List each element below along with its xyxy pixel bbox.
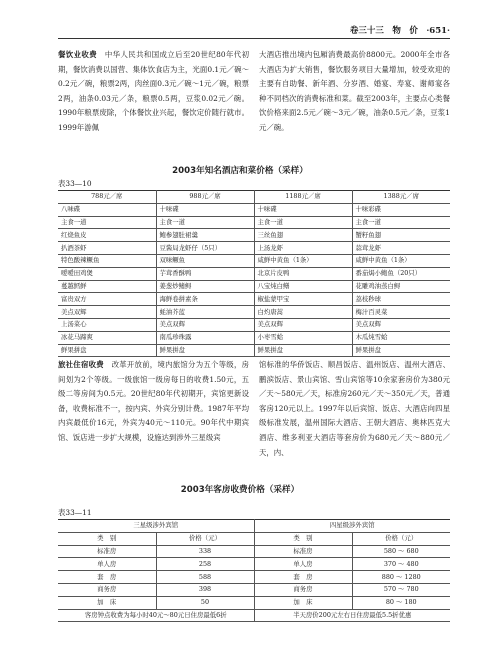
table-cell: 398 xyxy=(156,583,254,596)
table-cell: 美点双辉 xyxy=(58,306,156,319)
paragraph-lead: 餐饮业收费 xyxy=(58,50,98,59)
header-cell: 788元／席 xyxy=(58,191,156,204)
table-cell: 370 ～ 480 xyxy=(352,558,450,571)
paragraph xyxy=(58,48,249,136)
paragraph xyxy=(259,358,450,460)
table-row xyxy=(58,344,450,357)
table-cell: 套 房 xyxy=(254,571,352,584)
table-cell: 蚝油芥蓝 xyxy=(156,306,254,319)
table-cell: 八味碟 xyxy=(58,203,156,216)
table-header-row xyxy=(58,532,450,545)
text-column-left xyxy=(58,358,249,450)
table-cell: 上汤龙虾 xyxy=(254,242,352,255)
table-cell: 花雕鸡油蒸白鲟 xyxy=(352,280,450,293)
table-cell: 美点双辉 xyxy=(254,318,352,331)
table-row xyxy=(58,583,450,596)
table-cell: 番茄焗小鲍鱼（20只） xyxy=(352,267,450,280)
table-group-header-row xyxy=(58,520,450,533)
paragraph-text: 中华人民共和国成立后至20世纪80年代初期，餐饮消费以国营、集体饮食店为主，光面0.1元／碗～0.2元／碗，粮票2两，肉丝面0.3元／碗～1元／碗，粮票2两，油条0.03元／条，粮票0.5两，豆浆0.02元／碗。1990年粮票废除，个体餐饮业兴起，餐饮定价随行就市。1999年游佩 xyxy=(58,50,249,132)
table-cell: 十味碟 xyxy=(254,203,352,216)
table-cell: 258 xyxy=(156,558,254,571)
table-cell: 芋茸香酥鸭 xyxy=(156,267,254,280)
table-cell: 红烧鱼皮 xyxy=(58,229,156,242)
paragraph-text: 改革开放前，境内旅馆分为五个等级，房间划为2个等级。一级旅馆一级房每日的收费1.50元，五级二等房间为0.5元。20世纪80年代初期开，宾馆更新设备，收费标准不一，按内宾、外宾分别计费。1987年平均内宾最低价16元，外宾为40元～110元。90年代中期宾馆、饭店进一步扩大规模，设施达到涉外三星级宾 xyxy=(58,360,249,442)
table-row xyxy=(58,545,450,558)
table-cell: 咸鲜中黄鱼（1条） xyxy=(352,254,450,267)
table-title: 2003年客房收费价格（采样） xyxy=(180,485,300,495)
table-cell: 880 ～ 1280 xyxy=(352,571,450,584)
table-row xyxy=(58,229,450,242)
table-number: 表33—11 xyxy=(58,508,92,517)
table-number: 表33—10 xyxy=(58,179,92,188)
table-title: 2003年知名酒店和菜价格（采样） xyxy=(172,166,308,176)
section-food-text xyxy=(58,48,450,140)
table-cell: 三丝鱼翅 xyxy=(254,229,352,242)
room-price-table xyxy=(58,519,450,622)
table-cell: 单人房 xyxy=(58,558,156,571)
table-cell: 姜葱炒鳍鲟 xyxy=(156,280,254,293)
table-cell: 豆酱局龙虾仔（5只） xyxy=(156,242,254,255)
table-cell: 标准房 xyxy=(254,545,352,558)
footer-note: 客房钟点收费为每小时40元～80元日住房最低6折 xyxy=(58,609,254,622)
table-cell: 570 ～ 780 xyxy=(352,583,450,596)
table-row xyxy=(58,596,450,609)
paragraph xyxy=(58,358,249,446)
header-chapter-page: 卷三十三 物 价 ·651· xyxy=(349,26,450,36)
header-cell: 1388元／席 xyxy=(352,191,450,204)
table-cell: 鲜果拼盘 xyxy=(254,344,352,357)
table-cell: 咸鲜中黄鱼（1条） xyxy=(254,254,352,267)
table-cell: 特色酸辣鳜鱼 xyxy=(58,254,156,267)
table-cell: 十味彩碟 xyxy=(352,203,450,216)
table-row xyxy=(58,242,450,255)
header-cell: 类 别 xyxy=(254,532,352,545)
text-column-right xyxy=(259,358,450,457)
table-row xyxy=(58,254,450,267)
table-cell: 鲜果拼盘 xyxy=(58,344,156,357)
text-column-left xyxy=(58,48,249,140)
table-row xyxy=(58,558,450,571)
table-row xyxy=(58,203,450,216)
table-cell: 鲜果拼盘 xyxy=(352,344,450,357)
table-cell: 加 床 xyxy=(58,596,156,609)
paragraph-text: 大酒店推出境内包厢消费最高价8800元。2000年全市各大酒店为扩大销售，餐饮服务项目大量增加，较受欢迎的主要有自助餐、新年酒、分岁酒、婚宴、寿宴、谢师宴各种不同档次的消费标准和菜。截至2003年，主要点心类餐饮价格来面2.5元／碗～3元／碗，油条0.5元／条，豆浆1元／碗。 xyxy=(259,50,450,132)
table-cell: 主食一道 xyxy=(156,216,254,229)
table-row xyxy=(58,306,450,319)
table-row xyxy=(58,318,450,331)
table-row xyxy=(58,216,450,229)
table-cell: 商务房 xyxy=(254,583,352,596)
table-cell: 上汤菜心 xyxy=(58,318,156,331)
table-cell: 标准房 xyxy=(58,545,156,558)
table-cell: 南瓜珍珠露 xyxy=(156,331,254,344)
text-column-right xyxy=(259,48,450,140)
table-cell: 50 xyxy=(156,596,254,609)
table-cell: 商务房 xyxy=(58,583,156,596)
table-cell: 蔓越鳕鲜 xyxy=(58,280,156,293)
paragraph xyxy=(259,48,450,136)
banquet-price-table xyxy=(58,190,450,357)
table-footer-row xyxy=(58,609,450,622)
table-cell: 鲍参翅肚裙羹 xyxy=(156,229,254,242)
table-cell: 588 xyxy=(156,571,254,584)
table-cell: 嗳嗳田鸡煲 xyxy=(58,267,156,280)
section-lodging-text xyxy=(58,358,450,457)
table-cell: 木瓜炖雪蛤 xyxy=(352,331,450,344)
table-cell: 美点双辉 xyxy=(156,318,254,331)
table-cell: 富贵双方 xyxy=(58,293,156,306)
group-header-cell: 四星级涉外宾馆 xyxy=(254,520,450,533)
group-header-cell: 三星级涉外宾馆 xyxy=(58,520,254,533)
table-cell: 鲜果拼盘 xyxy=(156,344,254,357)
table-cell: 338 xyxy=(156,545,254,558)
table-cell: 美点双辉 xyxy=(352,318,450,331)
header-cell: 988元／席 xyxy=(156,191,254,204)
table-cell: 八宝炖白鳝 xyxy=(254,280,352,293)
table-cell: 海鲜卷拼素条 xyxy=(156,293,254,306)
table-cell: 白灼唐蒿 xyxy=(254,306,352,319)
paragraph-text: 馆标准的华侨饭店、顺昌饭店、温州饭店、温州大酒店、鹏滨饭店、景山宾馆、雪山宾馆等10余家套房价为380元／天～580元／天，标准房260元／天～350元／天，普通客房120元以上。1997年以后宾馆、饭店、大酒店向四星级标准发展，温州国际大酒店、王朝大酒店、奥林匹克大酒店、维多利亚大酒店等套房价为680元／天～880元／天，内、 xyxy=(259,360,450,457)
table-cell: 单人房 xyxy=(254,558,352,571)
table-row xyxy=(58,280,450,293)
page-header xyxy=(58,24,450,39)
table-cell: 蟹籽鱼翅 xyxy=(352,229,450,242)
table-header-row xyxy=(58,191,450,204)
table-cell: 冰花马蹄爽 xyxy=(58,331,156,344)
paragraph-lead: 旅社住宿收费 xyxy=(58,360,104,369)
header-cell: 价格（元） xyxy=(156,532,254,545)
table-row xyxy=(58,571,450,584)
table-cell: 双味鳜鱼 xyxy=(156,254,254,267)
table-cell: 椒盐蒙甲宝 xyxy=(254,293,352,306)
table-cell: 主食一道 xyxy=(58,216,156,229)
header-cell: 价格（元） xyxy=(352,532,450,545)
table-cell: 十味碟 xyxy=(156,203,254,216)
table-cell: 北京片皮鸭 xyxy=(254,267,352,280)
table-cell: 加 床 xyxy=(254,596,352,609)
table-row xyxy=(58,331,450,344)
table-cell: 荔枝秒球 xyxy=(352,293,450,306)
table-cell: 80 ～ 180 xyxy=(352,596,450,609)
table-cell: 主食一道 xyxy=(254,216,352,229)
table-cell: 580 ～ 680 xyxy=(352,545,450,558)
header-cell: 类 别 xyxy=(58,532,156,545)
footer-note: 半天房价200元左右日住房最低5.5折优惠 xyxy=(254,609,450,622)
table-cell: 主食一道 xyxy=(352,216,450,229)
table-cell: 扒酒茶虾 xyxy=(58,242,156,255)
header-cell: 1188元／席 xyxy=(254,191,352,204)
table-cell: 梅汁百灵菜 xyxy=(352,306,450,319)
table-cell: 套 房 xyxy=(58,571,156,584)
table-row xyxy=(58,267,450,280)
table-cell: 蒜茸龙虾 xyxy=(352,242,450,255)
table-cell: 小枣雪蛤 xyxy=(254,331,352,344)
table-row xyxy=(58,293,450,306)
